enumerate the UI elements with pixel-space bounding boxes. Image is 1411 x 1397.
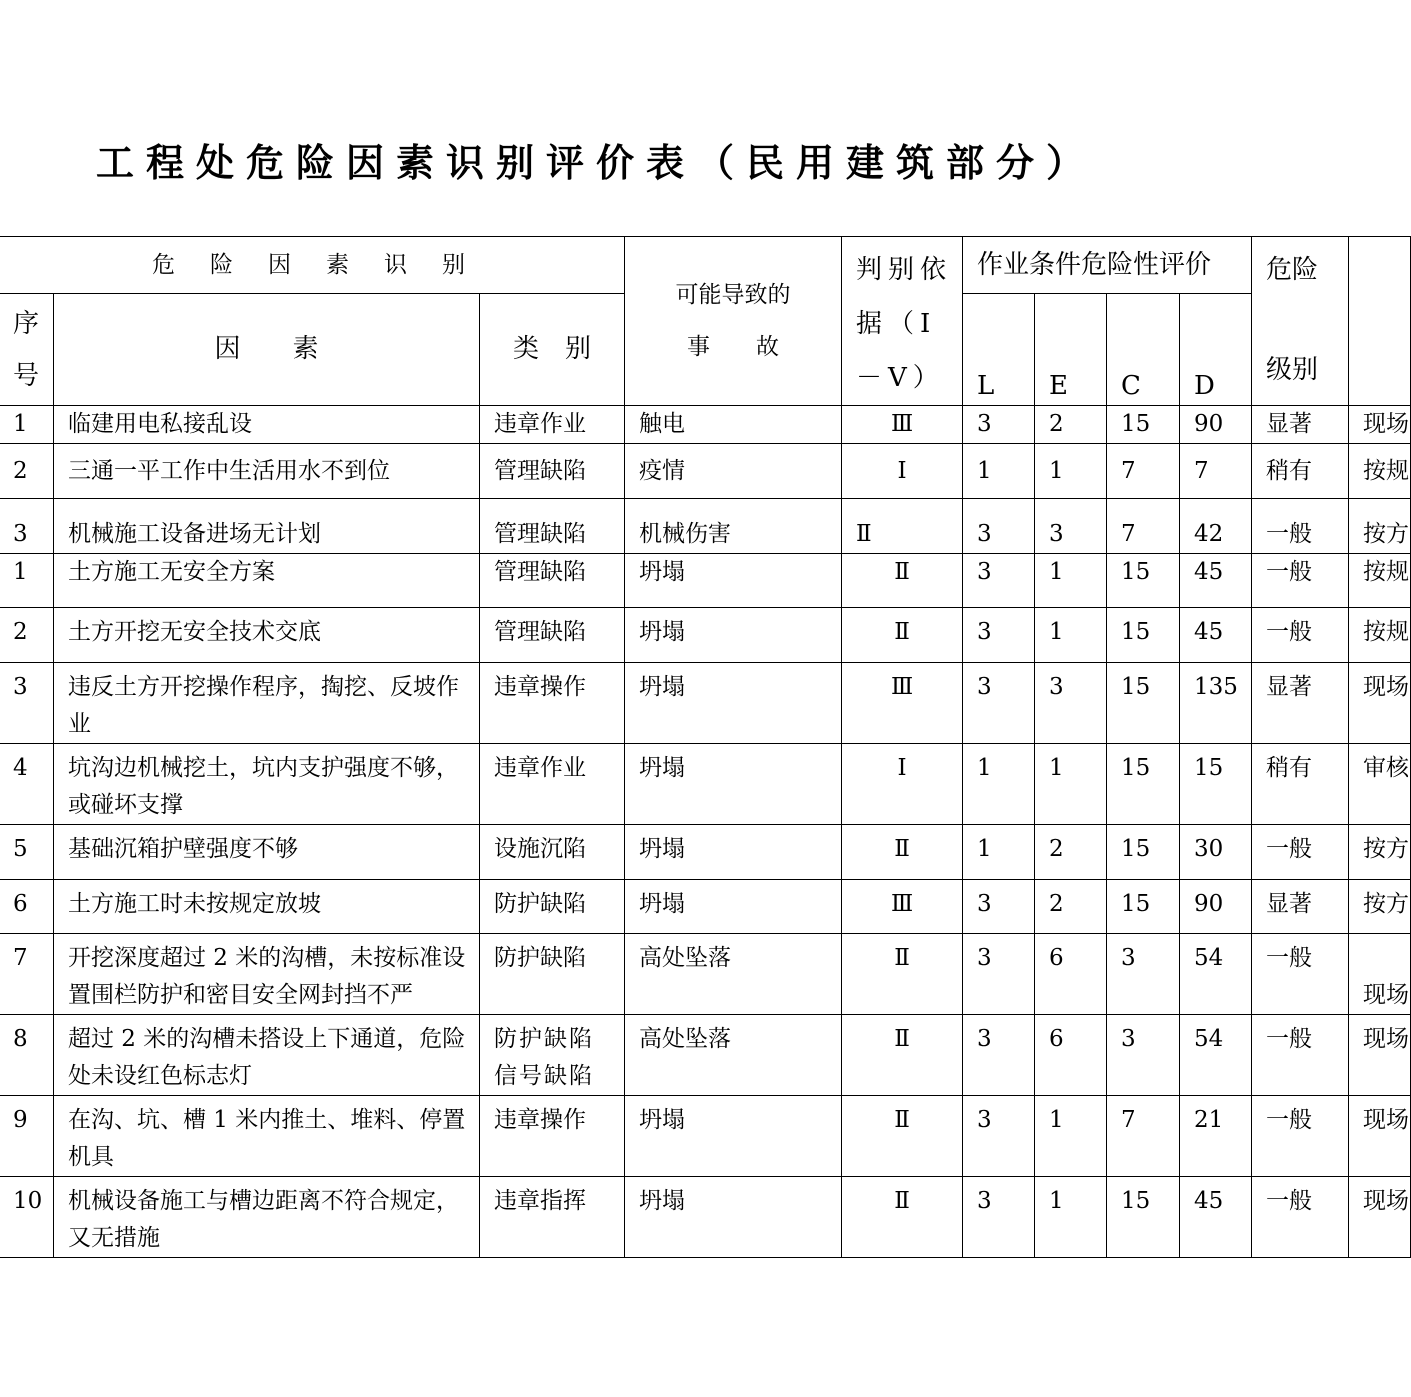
table-row [0, 1177, 1411, 1258]
row-level: 一般 [1252, 934, 1349, 1015]
row-category: 防护缺陷信号缺陷 [480, 1015, 625, 1096]
row-factor: 土方施工无安全方案 [54, 554, 480, 608]
row-L: 3 [963, 554, 1035, 608]
row-measure: 现场 [1349, 1015, 1411, 1096]
row-measure: 现场 [1349, 934, 1411, 1015]
row-measure: 按规 [1349, 608, 1411, 663]
row-basis: Ⅲ [842, 406, 963, 444]
row-basis: Ⅲ [842, 880, 963, 934]
row-C: 15 [1107, 880, 1180, 934]
row-basis: Ⅱ [842, 1177, 963, 1258]
row-L: 3 [963, 406, 1035, 444]
row-basis: Ⅱ [842, 825, 963, 880]
row-L: 1 [963, 825, 1035, 880]
row-E: 3 [1035, 499, 1107, 554]
row-no: 1 [0, 554, 54, 608]
row-E: 1 [1035, 1096, 1107, 1177]
table-row [0, 554, 1411, 608]
row-accident: 坍塌 [625, 744, 842, 825]
row-E: 6 [1035, 1015, 1107, 1096]
row-factor: 在沟、坑、槽 1 米内推土、堆料、停置机具 [54, 1096, 480, 1177]
row-D: 45 [1180, 1177, 1252, 1258]
row-E: 6 [1035, 934, 1107, 1015]
row-factor: 临建用电私接乱设 [54, 406, 480, 444]
row-level: 稍有 [1252, 744, 1349, 825]
header-accident-line1: 可能导致的 [675, 282, 791, 308]
row-category: 违章作业 [480, 744, 625, 825]
row-factor: 机械施工设备进场无计划 [54, 499, 480, 554]
header-danger-line2: 级别 [1266, 355, 1319, 385]
row-no: 3 [0, 499, 54, 554]
row-no: 8 [0, 1015, 54, 1096]
header-no: 序号 [0, 294, 54, 406]
row-accident: 坍塌 [625, 1096, 842, 1177]
row-category: 管理缺陷 [480, 554, 625, 608]
header-E: E [1035, 294, 1107, 406]
row-level: 一般 [1252, 1177, 1349, 1258]
row-C: 15 [1107, 744, 1180, 825]
row-accident: 高处坠落 [625, 934, 842, 1015]
header-D: D [1180, 294, 1252, 406]
table-row [0, 825, 1411, 880]
row-accident: 触电 [625, 406, 842, 444]
header-possible-accident [625, 237, 842, 406]
row-E: 1 [1035, 1177, 1107, 1258]
row-E: 2 [1035, 880, 1107, 934]
row-D: 54 [1180, 1015, 1252, 1096]
header-measure [1349, 237, 1411, 406]
header-factor: 因 素 [54, 294, 480, 406]
row-E: 1 [1035, 744, 1107, 825]
row-category: 管理缺陷 [480, 444, 625, 499]
row-category: 防护缺陷 [480, 880, 625, 934]
row-measure: 现场 [1349, 406, 1411, 444]
row-level: 一般 [1252, 499, 1349, 554]
table-row [0, 1015, 1411, 1096]
row-D: 42 [1180, 499, 1252, 554]
row-measure: 审核 [1349, 744, 1411, 825]
row-D: 90 [1180, 880, 1252, 934]
row-measure: 按方 [1349, 880, 1411, 934]
row-level: 显著 [1252, 663, 1349, 744]
row-no: 2 [0, 444, 54, 499]
row-level: 一般 [1252, 825, 1349, 880]
row-basis: Ⅱ [842, 934, 963, 1015]
row-no: 1 [0, 406, 54, 444]
row-category: 违章操作 [480, 1096, 625, 1177]
row-level: 一般 [1252, 1096, 1349, 1177]
row-E: 2 [1035, 406, 1107, 444]
row-no: 6 [0, 880, 54, 934]
table-row [0, 608, 1411, 663]
row-accident: 高处坠落 [625, 1015, 842, 1096]
row-C: 3 [1107, 1015, 1180, 1096]
row-factor: 违反土方开挖操作程序，掏挖、反坡作业 [54, 663, 480, 744]
row-measure: 按方 [1349, 499, 1411, 554]
row-factor: 三通一平工作中生活用水不到位 [54, 444, 480, 499]
row-no: 7 [0, 934, 54, 1015]
row-no: 2 [0, 608, 54, 663]
table-row [0, 1096, 1411, 1177]
row-L: 3 [963, 663, 1035, 744]
row-no: 4 [0, 744, 54, 825]
row-D: 30 [1180, 825, 1252, 880]
table-row [0, 499, 1411, 554]
row-factor: 基础沉箱护壁强度不够 [54, 825, 480, 880]
row-basis: Ⅱ [842, 554, 963, 608]
row-measure: 现场 [1349, 1096, 1411, 1177]
row-measure: 按规 [1349, 444, 1411, 499]
row-level: 显著 [1252, 406, 1349, 444]
header-basis: 判别依据（Ⅰ－Ⅴ） [842, 237, 963, 406]
row-L: 3 [963, 608, 1035, 663]
row-category: 违章指挥 [480, 1177, 625, 1258]
table-row [0, 663, 1411, 744]
row-no: 10 [0, 1177, 54, 1258]
row-L: 3 [963, 499, 1035, 554]
row-accident: 疫情 [625, 444, 842, 499]
row-no: 5 [0, 825, 54, 880]
row-factor: 机械设备施工与槽边距离不符合规定，又无措施 [54, 1177, 480, 1258]
row-C: 3 [1107, 934, 1180, 1015]
row-measure: 按方 [1349, 825, 1411, 880]
row-no: 9 [0, 1096, 54, 1177]
row-level: 一般 [1252, 554, 1349, 608]
table-row [0, 444, 1411, 499]
row-factor: 坑沟边机械挖土，坑内支护强度不够，或碰坏支撑 [54, 744, 480, 825]
row-D: 54 [1180, 934, 1252, 1015]
row-D: 7 [1180, 444, 1252, 499]
row-accident: 坍塌 [625, 1177, 842, 1258]
row-C: 15 [1107, 1177, 1180, 1258]
row-level: 稍有 [1252, 444, 1349, 499]
table-row [0, 744, 1411, 825]
row-basis: Ⅱ [842, 1096, 963, 1177]
row-level: 显著 [1252, 880, 1349, 934]
header-L: L [963, 294, 1035, 406]
row-basis: Ⅰ [842, 744, 963, 825]
table-row [0, 934, 1411, 1015]
row-category: 防护缺陷 [480, 934, 625, 1015]
row-C: 7 [1107, 499, 1180, 554]
row-measure: 按规 [1349, 554, 1411, 608]
row-D: 135 [1180, 663, 1252, 744]
table-row [0, 880, 1411, 934]
row-L: 3 [963, 934, 1035, 1015]
row-E: 1 [1035, 608, 1107, 663]
row-accident: 坍塌 [625, 825, 842, 880]
table-row [0, 406, 1411, 444]
row-basis: Ⅲ [842, 663, 963, 744]
row-factor: 土方施工时未按规定放坡 [54, 880, 480, 934]
row-measure: 现场 [1349, 663, 1411, 744]
header-eval-group: 作业条件危险性评价 [963, 237, 1252, 294]
row-C: 15 [1107, 825, 1180, 880]
row-accident: 机械伤害 [625, 499, 842, 554]
row-category: 管理缺陷 [480, 499, 625, 554]
row-C: 15 [1107, 406, 1180, 444]
row-basis: Ⅰ [842, 444, 963, 499]
row-factor: 超过 2 米的沟槽未搭设上下通道，危险处未设红色标志灯 [54, 1015, 480, 1096]
row-C: 7 [1107, 444, 1180, 499]
row-D: 21 [1180, 1096, 1252, 1177]
header-C: C [1107, 294, 1180, 406]
header-hazard-identification: 危 险 因 素 识 别 [0, 237, 625, 294]
row-L: 3 [963, 1177, 1035, 1258]
row-C: 7 [1107, 1096, 1180, 1177]
row-level: 一般 [1252, 1015, 1349, 1096]
header-accident-line2: 事 故 [687, 334, 780, 360]
row-L: 1 [963, 444, 1035, 499]
row-factor: 土方开挖无安全技术交底 [54, 608, 480, 663]
hazard-table [0, 236, 1411, 1258]
row-category: 管理缺陷 [480, 608, 625, 663]
row-basis: Ⅱ [842, 608, 963, 663]
row-basis: Ⅱ [842, 499, 963, 554]
row-accident: 坍塌 [625, 554, 842, 608]
row-D: 45 [1180, 554, 1252, 608]
row-accident: 坍塌 [625, 663, 842, 744]
row-L: 3 [963, 880, 1035, 934]
row-accident: 坍塌 [625, 608, 842, 663]
row-category: 违章操作 [480, 663, 625, 744]
row-D: 15 [1180, 744, 1252, 825]
row-D: 90 [1180, 406, 1252, 444]
row-measure: 现场 [1349, 1177, 1411, 1258]
row-E: 1 [1035, 554, 1107, 608]
row-E: 1 [1035, 444, 1107, 499]
row-level: 一般 [1252, 608, 1349, 663]
row-factor: 开挖深度超过 2 米的沟槽，未按标准设置围栏防护和密目安全网封挡不严 [54, 934, 480, 1015]
row-L: 1 [963, 744, 1035, 825]
row-C: 15 [1107, 554, 1180, 608]
page-title: 工程处危险因素识别评价表（民用建筑部分） [96, 140, 1097, 185]
header-category: 类 别 [480, 294, 625, 406]
row-no: 3 [0, 663, 54, 744]
row-E: 3 [1035, 663, 1107, 744]
row-accident: 坍塌 [625, 880, 842, 934]
row-L: 3 [963, 1096, 1035, 1177]
header-danger-line1: 危险 [1266, 255, 1319, 285]
header-danger-level [1252, 237, 1349, 406]
row-D: 45 [1180, 608, 1252, 663]
row-C: 15 [1107, 663, 1180, 744]
row-E: 2 [1035, 825, 1107, 880]
row-C: 15 [1107, 608, 1180, 663]
row-basis: Ⅱ [842, 1015, 963, 1096]
row-category: 设施沉陷 [480, 825, 625, 880]
row-category: 违章作业 [480, 406, 625, 444]
row-L: 3 [963, 1015, 1035, 1096]
